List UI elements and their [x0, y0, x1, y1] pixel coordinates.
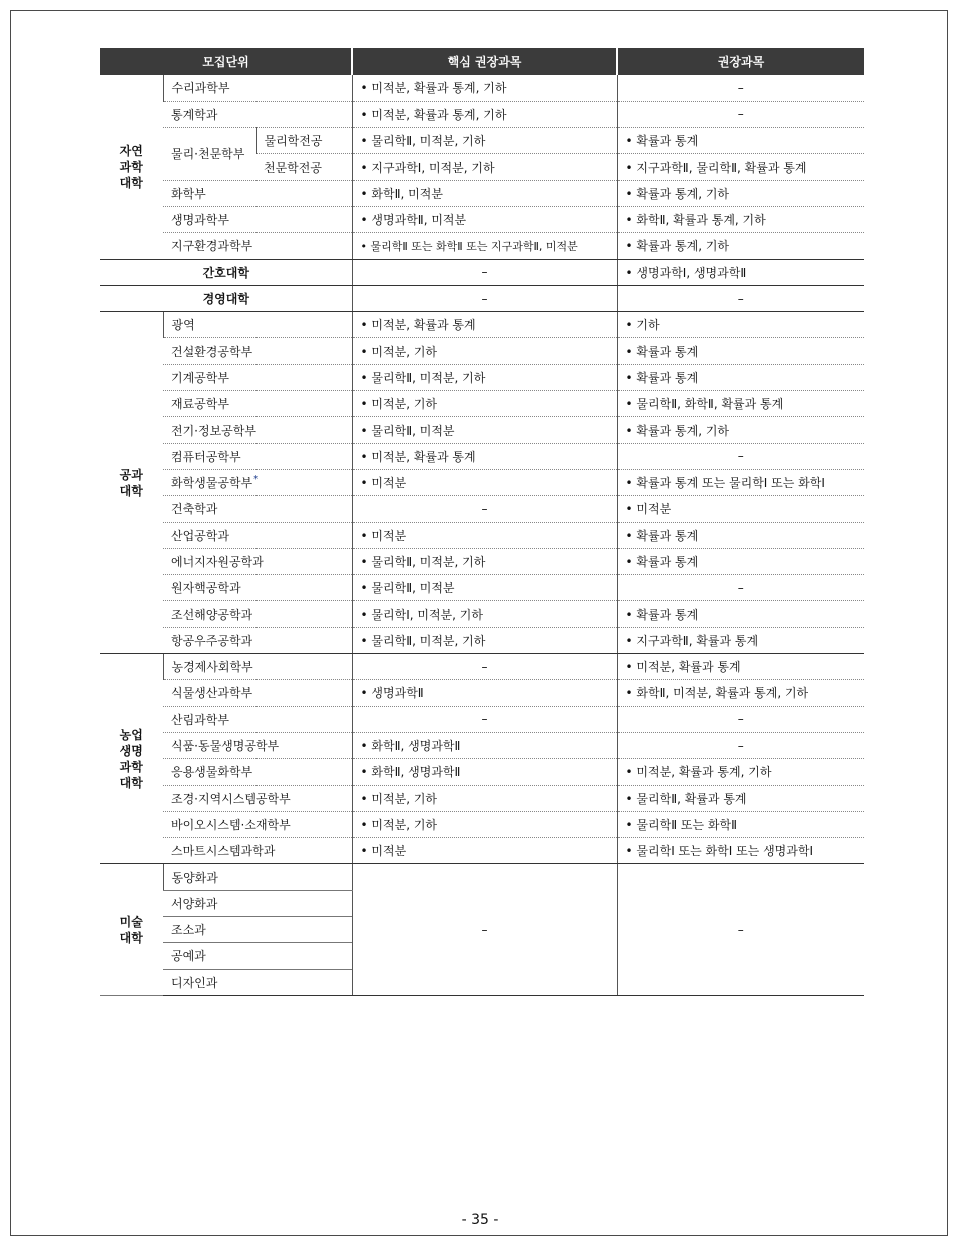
recommended-courses: – [617, 732, 864, 758]
core-courses: – [352, 864, 617, 995]
table-row [100, 627, 864, 653]
core-courses: • 미적분, 확률과 통계 [352, 443, 617, 469]
college-business: 경영대학 [100, 285, 352, 311]
table-row [100, 206, 864, 232]
table-row [100, 601, 864, 627]
table-row [100, 443, 864, 469]
unit-name: 물리·천문학부 [163, 128, 256, 181]
recommended-courses: • 미적분, 확률과 통계, 기하 [617, 759, 864, 785]
core-courses: • 물리학Ⅱ, 미적분 [352, 417, 617, 443]
core-courses: • 미적분, 기하 [352, 785, 617, 811]
core-courses: • 물리학Ⅱ, 미적분, 기하 [352, 128, 617, 154]
header-core-courses: 핵심 권장과목 [352, 48, 617, 75]
table-row [100, 654, 864, 680]
recommended-courses: – [617, 285, 864, 311]
recommended-courses: • 미적분, 확률과 통계 [617, 654, 864, 680]
page-number: - 35 - [461, 1212, 499, 1228]
unit-name: 스마트시스템과학과 [163, 838, 352, 864]
table-row [100, 785, 864, 811]
unit-name: 응용생물화학부 [163, 759, 352, 785]
recommended-courses: • 화학Ⅱ, 미적분, 확률과 통계, 기하 [617, 680, 864, 706]
unit-name: 수리과학부 [163, 75, 352, 101]
unit-name: 바이오시스템·소재학부 [163, 811, 352, 837]
recommended-courses: • 확률과 통계 [617, 548, 864, 574]
header-unit: 모집단위 [100, 48, 352, 75]
table-row [100, 811, 864, 837]
recommended-courses: – [617, 575, 864, 601]
table-row [100, 838, 864, 864]
unit-name: 산업공학과 [163, 522, 352, 548]
recommended-courses: • 확률과 통계, 기하 [617, 233, 864, 259]
recommended-courses: • 기하 [617, 312, 864, 338]
core-courses: • 지구과학Ⅰ, 미적분, 기하 [352, 154, 617, 180]
table-row [100, 180, 864, 206]
recommended-courses: • 화학Ⅱ, 확률과 통계, 기하 [617, 206, 864, 232]
core-courses: • 물리학Ⅱ, 미적분 [352, 575, 617, 601]
core-courses: – [352, 259, 617, 285]
recommended-courses: • 확률과 통계 [617, 522, 864, 548]
unit-name: 통계학과 [163, 101, 352, 127]
table-row [100, 496, 864, 522]
recommended-courses: • 확률과 통계 [617, 601, 864, 627]
table-row [100, 101, 864, 127]
table-row [100, 759, 864, 785]
major-name: 천문학전공 [256, 154, 352, 180]
core-courses: • 미적분 [352, 469, 617, 495]
recommended-courses: • 물리학Ⅰ 또는 화학Ⅰ 또는 생명과학Ⅰ [617, 838, 864, 864]
recommended-courses: • 지구과학Ⅱ, 물리학Ⅱ, 확률과 통계 [617, 154, 864, 180]
core-courses: – [352, 706, 617, 732]
unit-name: 컴퓨터공학부 [163, 443, 352, 469]
unit-name: 에너지자원공학과 [163, 548, 352, 574]
recommended-courses: • 확률과 통계, 기하 [617, 180, 864, 206]
unit-name: 디자인과 [163, 969, 352, 995]
recommended-courses: • 확률과 통계 [617, 364, 864, 390]
unit-name: 원자핵공학과 [163, 575, 352, 601]
college-engineering: 공과 대학 [100, 312, 163, 654]
core-courses: • 물리학Ⅱ, 미적분, 기하 [352, 627, 617, 653]
unit-name: 산림과학부 [163, 706, 352, 732]
unit-name: 조경·지역시스템공학부 [163, 785, 352, 811]
core-courses: • 화학Ⅱ, 생명과학Ⅱ [352, 732, 617, 758]
table-row [100, 128, 864, 154]
core-courses: • 미적분 [352, 838, 617, 864]
recommended-courses: • 지구과학Ⅱ, 확률과 통계 [617, 627, 864, 653]
core-courses: – [352, 496, 617, 522]
unit-name: 조소과 [163, 917, 352, 943]
recommended-courses: • 확률과 통계 [617, 338, 864, 364]
college-fine-arts: 미술 대학 [100, 864, 163, 995]
table-row [100, 338, 864, 364]
core-courses: • 미적분, 기하 [352, 338, 617, 364]
table-row [100, 864, 864, 890]
major-name: 물리학전공 [256, 128, 352, 154]
unit-name: 생명과학부 [163, 206, 352, 232]
recommended-courses: • 확률과 통계 [617, 128, 864, 154]
core-courses: • 생명과학Ⅱ, 미적분 [352, 206, 617, 232]
table-row [100, 732, 864, 758]
unit-name: 지구환경과학부 [163, 233, 352, 259]
table-row [100, 364, 864, 390]
table-row [100, 75, 864, 101]
unit-name: 농경제사회학부 [163, 654, 352, 680]
unit-name: 식품·동물생명공학부 [163, 732, 352, 758]
table-row [100, 548, 864, 574]
asterisk-note-icon: * [253, 474, 259, 486]
recommended-courses: – [617, 706, 864, 732]
table-row [100, 417, 864, 443]
unit-name: 화학부 [163, 180, 352, 206]
table-row [100, 706, 864, 732]
recommended-courses: • 물리학Ⅱ, 화학Ⅱ, 확률과 통계 [617, 391, 864, 417]
recommended-courses: – [617, 101, 864, 127]
table-row [100, 259, 864, 285]
core-courses: • 화학Ⅱ, 생명과학Ⅱ [352, 759, 617, 785]
core-courses: • 미적분, 기하 [352, 391, 617, 417]
college-agriculture-life-sciences: 농업 생명 과학 대학 [100, 654, 163, 864]
unit-name: 전기·정보공학부 [163, 417, 352, 443]
table-row [100, 575, 864, 601]
unit-name: 건설환경공학부 [163, 338, 352, 364]
unit-name: 항공우주공학과 [163, 627, 352, 653]
core-courses: • 미적분 [352, 522, 617, 548]
unit-name: 공예과 [163, 943, 352, 969]
unit-name: 서양화과 [163, 890, 352, 916]
core-courses: • 물리학Ⅱ, 미적분, 기하 [352, 548, 617, 574]
core-courses: • 미적분, 확률과 통계, 기하 [352, 101, 617, 127]
unit-name-cell [163, 469, 352, 495]
table-row [100, 469, 864, 495]
core-courses: • 미적분, 기하 [352, 811, 617, 837]
recommended-courses: • 미적분 [617, 496, 864, 522]
core-courses: • 생명과학Ⅱ [352, 680, 617, 706]
recommended-courses: • 물리학Ⅱ 또는 화학Ⅱ [617, 811, 864, 837]
recommended-courses: • 확률과 통계, 기하 [617, 417, 864, 443]
college-natural-sciences: 자연 과학 대학 [100, 75, 163, 259]
college-nursing: 간호대학 [100, 259, 352, 285]
recommended-courses-table [100, 48, 864, 996]
core-courses: • 화학Ⅱ, 미적분 [352, 180, 617, 206]
unit-name: 재료공학부 [163, 391, 352, 417]
core-courses: • 미적분, 확률과 통계, 기하 [352, 75, 617, 101]
unit-name: 화학생물공학부 [171, 476, 253, 491]
core-courses: – [352, 654, 617, 680]
unit-name: 동양화과 [163, 864, 352, 890]
recommended-courses: • 확률과 통계 또는 물리학Ⅰ 또는 화학Ⅰ [617, 469, 864, 495]
recommended-courses: – [617, 75, 864, 101]
table-row [100, 285, 864, 311]
unit-name: 식물생산과학부 [163, 680, 352, 706]
unit-name: 건축학과 [163, 496, 352, 522]
unit-name: 기계공학부 [163, 364, 352, 390]
core-courses: – [352, 285, 617, 311]
table-row [100, 312, 864, 338]
table-row [100, 391, 864, 417]
recommended-courses: • 물리학Ⅱ, 확률과 통계 [617, 785, 864, 811]
recommended-courses: – [617, 443, 864, 469]
core-courses: • 물리학Ⅰ, 미적분, 기하 [352, 601, 617, 627]
table-header-row [100, 48, 864, 75]
core-courses: • 미적분, 확률과 통계 [352, 312, 617, 338]
table-row [100, 522, 864, 548]
core-courses: • 물리학Ⅱ, 미적분, 기하 [352, 364, 617, 390]
header-recommended-courses: 권장과목 [617, 48, 864, 75]
core-courses: • 물리학Ⅱ 또는 화학Ⅱ 또는 지구과학Ⅱ, 미적분 [352, 233, 617, 259]
table-row [100, 680, 864, 706]
table-row [100, 233, 864, 259]
unit-name: 조선해양공학과 [163, 601, 352, 627]
recommended-courses: • 생명과학Ⅰ, 생명과학Ⅱ [617, 259, 864, 285]
unit-name: 광역 [163, 312, 352, 338]
recommended-courses: – [617, 864, 864, 995]
